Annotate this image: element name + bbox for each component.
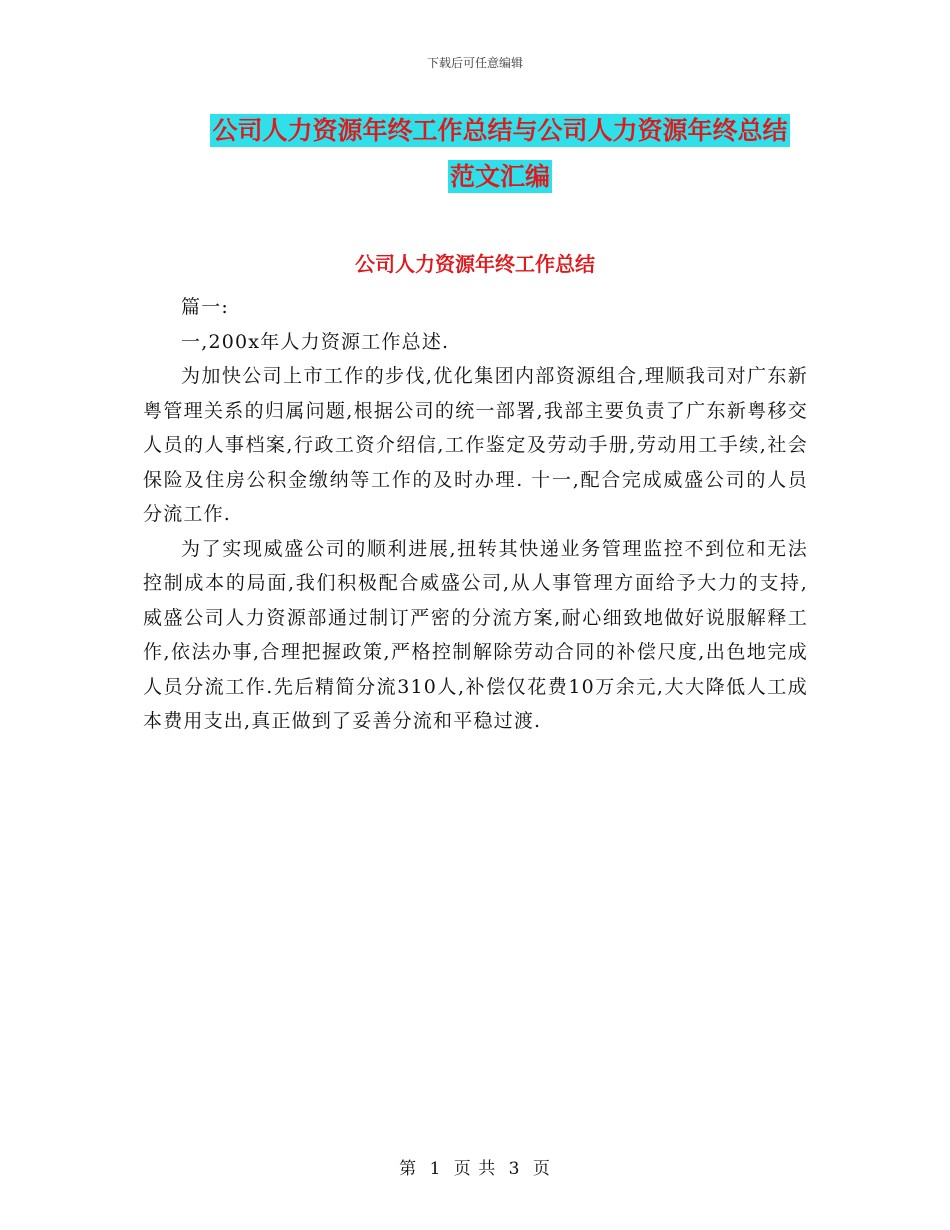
section-title: 公司人力资源年终工作总结 (355, 252, 595, 276)
footer-current-page: 1 (429, 1159, 442, 1179)
title-line-1: 公司人力资源年终工作总结与公司人力资源年终总结 (212, 116, 788, 145)
paragraph: 为加快公司上市工作的步伐,优化集团内部资源组合,理顺我司对广东新粤管理关系的归属问题,根据公司的统一部署,我部主要负责了广东新粤移交人员的人事档案,行政工资介绍信,工作鉴定及劳动手册,劳动用工手续,社会保险及住房公积金缴纳等工作的及时办理. 十一,配合完成威盛公司的人员分流工作. (143, 365, 808, 525)
title-line-2: 范文汇编 (449, 162, 550, 191)
footer-middle: 页 共 (453, 1159, 497, 1179)
footer-suffix: 页 (532, 1159, 551, 1179)
paragraph: 为了实现威盛公司的顺利进展,扭转其快递业务管理监控不到位和无法控制成本的局面,我们积极配合威盛公司,从人事管理方面给予大力的支持,威盛公司人力资源部通过制订严密的分流方案,耐心细致地做好说服解释工作,依法办事,合理把握政策,严格控制解除劳动合同的补偿尺度,出色地完成人员分流工作.先后精简分流310人,补偿仅花费10万余元,大大降低人工成本费用支出,真正做到了妥善分流和平稳过渡. (143, 537, 808, 732)
footer-total-pages: 3 (508, 1159, 521, 1179)
footer-prefix: 第 (399, 1159, 418, 1179)
page-header-note: 下载后可任意编辑 (426, 56, 523, 70)
page-footer (0, 1154, 950, 1179)
paragraph: 篇一: (181, 296, 230, 318)
document-title (180, 108, 820, 200)
document-body (143, 290, 808, 739)
paragraph: 一,200x年人力资源工作总述. (181, 330, 450, 353)
